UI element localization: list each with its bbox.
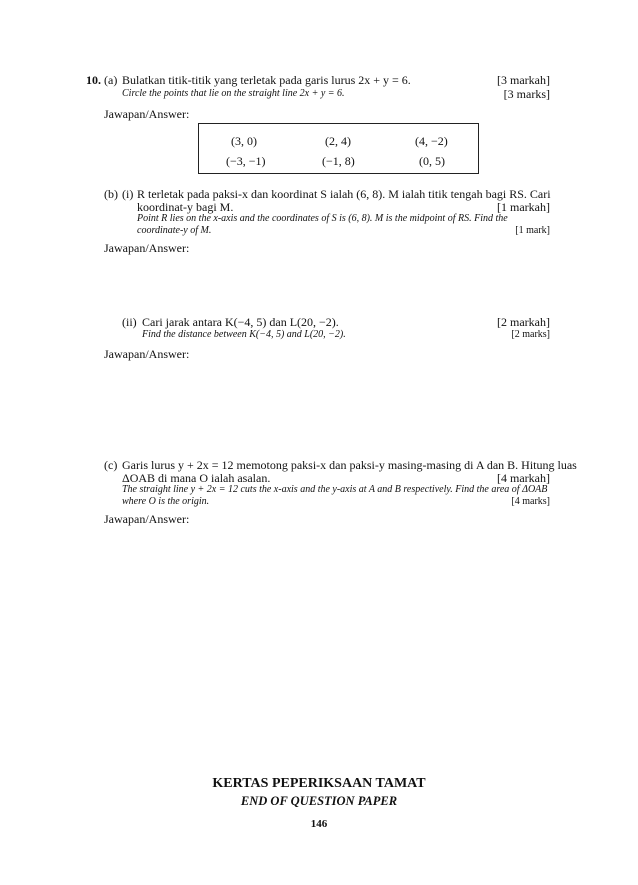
part-a-english-text: Circle the points that lie on the straight line 2x + y = 6. — [122, 88, 345, 99]
point-option[interactable]: (0, 5) — [419, 154, 445, 168]
point-option[interactable]: (3, 0) — [231, 134, 257, 148]
part-b-i-answer-label: Jawapan/Answer: — [104, 241, 190, 255]
part-c-english-line1: The straight line y + 2x = 12 cuts the x-axis and the y-axis at A and B respectively. Find the area of ΔOAB — [122, 484, 548, 495]
part-a-marks-english: [3 marks] — [503, 87, 550, 101]
part-b-i-marks-malay: [1 markah] — [497, 200, 550, 214]
part-a-malay-text: Bulatkan titik-titik yang terletak pada garis lurus 2x + y = 6. — [122, 73, 411, 87]
part-b-ii-label: (ii) — [122, 315, 137, 329]
point-option[interactable]: (4, −2) — [415, 134, 448, 148]
part-b-ii-answer-label: Jawapan/Answer: — [104, 347, 190, 361]
part-c-malay-line1: Garis lurus y + 2x = 12 memotong paksi-x dan paksi-y masing-masing di A dan B. Hitung luas — [122, 458, 577, 472]
part-c-answer-label: Jawapan/Answer: — [104, 512, 190, 526]
part-b-i-malay-line1: R terletak pada paksi-x dan koordinat S ialah (6, 8). M ialah titik tengah bagi RS. Cari — [137, 187, 551, 201]
part-b-i-marks-english: [1 mark] — [515, 225, 550, 236]
part-c-malay-line2: ΔOAB di mana O ialah asalan. — [122, 471, 271, 485]
part-c-marks-english: [4 marks] — [511, 496, 550, 507]
part-b-i-english-line2: coordinate-y of M. — [137, 225, 212, 236]
part-b-i-malay-line2: koordinat-y bagi M. — [137, 200, 234, 214]
part-a-answer-label: Jawapan/Answer: — [104, 107, 190, 121]
part-c-label: (c) — [104, 458, 118, 472]
point-option[interactable]: (2, 4) — [325, 134, 351, 148]
page-number: 146 — [310, 818, 328, 830]
part-c-english-line2: where O is the origin. — [122, 496, 210, 507]
part-b-i-english-line1: Point R lies on the x-axis and the coordinates of S is (6, 8). M is the midpoint of RS. Find the — [137, 213, 508, 224]
point-option[interactable]: (−1, 8) — [322, 154, 355, 168]
part-b-ii-english-text: Find the distance between K(−4, 5) and L(20, −2). — [142, 329, 346, 340]
end-title-english: END OF QUESTION PAPER — [240, 794, 398, 808]
part-b-ii-marks-malay: [2 markah] — [497, 315, 550, 329]
question-number: 10. — [86, 73, 101, 87]
part-b-i-label: (i) — [122, 187, 134, 201]
part-a-marks-malay: [3 markah] — [497, 73, 550, 87]
point-option[interactable]: (−3, −1) — [226, 154, 266, 168]
answer-box — [198, 123, 479, 174]
part-b-label: (b) — [104, 187, 118, 201]
part-b-ii-malay-text: Cari jarak antara K(−4, 5) dan L(20, −2). — [142, 315, 339, 329]
part-b-ii-marks-english: [2 marks] — [511, 329, 550, 340]
part-a-label: (a) — [104, 73, 118, 87]
part-c-marks-malay: [4 markah] — [497, 471, 550, 485]
end-title-malay: KERTAS PEPERIKSAAN TAMAT — [212, 776, 426, 791]
